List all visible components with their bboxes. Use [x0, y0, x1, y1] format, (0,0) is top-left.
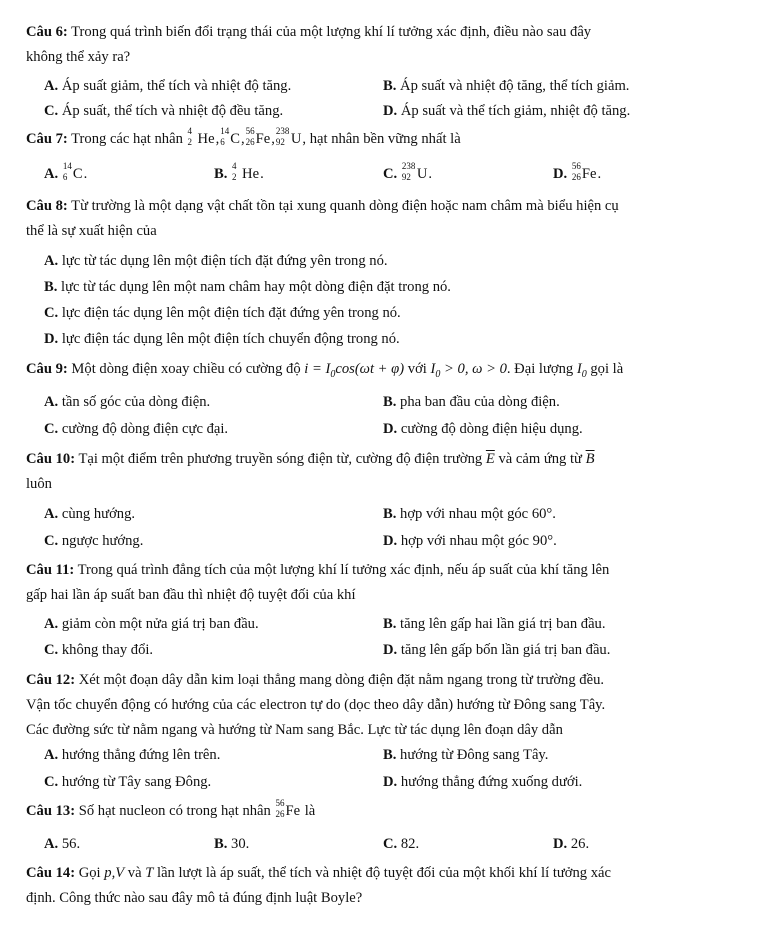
condition: $I_0 > 0$, ω > 0 — [430, 361, 507, 380]
option-d[interactable]: D. hướng thẳng đứng xuống dưới. — [383, 774, 583, 790]
question-6 — [26, 24, 738, 74]
option-b[interactable]: B. tăng lên gấp hai lần giá trị ban đầu. — [383, 616, 606, 632]
question-text: Các đường sức từ nằm ngang và hướng từ Nam sang Bắc. Lực từ tác dụng lên đoạn dây dẫn — [26, 721, 563, 738]
option-b[interactable]: B. hướng từ Đông sang Tây. — [383, 747, 549, 763]
option-d[interactable]: D. tăng lên gấp bốn lần giá trị ban đầu. — [383, 642, 611, 658]
option-d[interactable]: D. 26. — [553, 836, 590, 852]
option-c[interactable]: C. Áp suất, thể tích và nhiệt độ đều tăng. — [44, 103, 284, 119]
question-text: Trong quá trình biến đổi trạng thái của một lượng khí lí tưởng xác định, điều nào sau đây — [71, 24, 592, 40]
question-13: Câu 13: Số hạt nucleon có trong hạt nhân 56 26 Fe là — [26, 798, 316, 819]
option-b[interactable]: B. 4 2 He. — [214, 161, 264, 182]
option-a[interactable]: A. 56. — [44, 836, 81, 852]
nucleus-fe: 56 26 Fe — [275, 798, 301, 819]
question-10: Câu 10: Tại một điểm trên phương truyền sóng điện từ, cường độ điện trường $\overline{E}$ và cảm ứng từ $\overline{B}$ luôn — [26, 451, 738, 501]
vector-b: $\overline{B}$ — [585, 451, 595, 467]
question-number: Câu 11: — [26, 562, 75, 578]
question-text: thể là sự xuất hiện của — [26, 222, 157, 239]
question-14: Câu 14: Gọi p,V và T lần lượt là áp suất, thể tích và nhiệt độ tuyệt đối của một khối khí lí tưởng xác định. Công thức nào sau đây mô tả đúng định luật Boyle? — [26, 865, 738, 915]
option-a[interactable]: A. Áp suất giảm, thể tích và nhiệt độ tăng. — [44, 78, 292, 94]
option-c[interactable]: C. 238 92 U. — [383, 161, 433, 182]
option-b[interactable]: B. Áp suất và nhiệt độ tăng, thể tích giảm. — [383, 78, 630, 94]
question-11: Câu 11: Trong quá trình đẳng tích của một lượng khí lí tưởng xác định, nếu áp suất của khí tăng lên gấp hai lần áp suất ban đầu thì nhiệt độ tuyệt đối của khí — [26, 562, 738, 612]
nucleus-c: 14 6 C — [220, 126, 240, 147]
nucleus-u: 238 92 U — [275, 126, 302, 147]
option-d[interactable]: D. Áp suất và thể tích giảm, nhiệt độ tăng. — [383, 103, 631, 119]
question-number: Câu 9: — [26, 361, 68, 377]
option-b[interactable]: B. hợp với nhau một góc 60°. — [383, 506, 556, 522]
option-d[interactable]: D. lực điện tác dụng lên một điện tích chuyển động trong nó. — [44, 331, 400, 347]
question-7: Câu 7: Trong các hạt nhân 4 2 He, 14 6 C, 56 26 Fe, 238 92 U, hạt nhân bền vững nhất là — [26, 126, 461, 147]
option-a[interactable]: A. tần số góc của dòng điện. — [44, 394, 211, 410]
option-a[interactable]: A. cùng hướng. — [44, 506, 136, 522]
question-number: Câu 10: — [26, 451, 76, 467]
option-a[interactable]: A. giảm còn một nửa giá trị ban đầu. — [44, 616, 259, 632]
option-c[interactable]: C. ngược hướng. — [44, 533, 144, 549]
question-text: định. Công thức nào sau đây mô tả đúng định luật Boyle? — [26, 889, 363, 906]
option-d[interactable]: D. hợp với nhau một góc 90°. — [383, 533, 557, 549]
option-a[interactable]: A. lực từ tác dụng lên một điện tích đặt đứng yên trong nó. — [44, 253, 388, 269]
question-8 — [26, 198, 738, 248]
option-c[interactable]: C. hướng từ Tây sang Đông. — [44, 774, 212, 790]
question-text: Từ trường là một dạng vật chất tồn tại xung quanh dòng điện hoặc nam châm mà biểu hiện cụ — [71, 198, 619, 214]
question-9: Câu 9: Một dòng điện xoay chiều có cường độ $i = I_0\cos(\omega t + \varphi)$ với $I_0 > 0$, ω > 0. Đại lượng $I_0$ gọi là — [26, 361, 624, 380]
vector-e: $\overline{E}$ — [485, 451, 495, 467]
question-text: Vận tốc chuyển động có hướng của các electron tự do (dọc theo dây dẫn) hướng từ Đông sang Tây. — [26, 696, 606, 713]
question-number: Câu 8: — [26, 198, 68, 214]
question-text: luôn — [26, 475, 52, 492]
option-c[interactable]: C. 82. — [383, 836, 420, 852]
option-d[interactable]: D. cường độ dòng điện hiệu dụng. — [383, 421, 583, 437]
formula-current: $i = I_0\cos(\omega t + \varphi)$ — [304, 361, 405, 380]
nucleus-fe: 56 26 Fe — [245, 126, 271, 147]
option-b[interactable]: B. lực từ tác dụng lên một nam châm hay một dòng điện đặt trong nó. — [44, 279, 451, 295]
question-text: không thể xảy ra? — [26, 48, 131, 65]
option-a[interactable]: A. hướng thẳng đứng lên trên. — [44, 747, 221, 763]
question-text: Trong các hạt nhân — [71, 131, 183, 147]
option-c[interactable]: C. cường độ dòng điện cực đại. — [44, 421, 229, 437]
option-c[interactable]: C. lực điện tác dụng lên một điện tích đặt đứng yên trong nó. — [44, 305, 401, 321]
question-number: Câu 12: — [26, 672, 76, 688]
question-12: Câu 12: Xét một đoạn dây dẫn kim loại thẳng mang dòng điện đặt nằm ngang trong từ trường đều. Vận tốc chuyển động có hướng của các electron tự do (dọc theo dây dẫn) hướng từ Đông sang Tây. Các đường sức từ nằm ngang và hướng từ Nam sang Bắc. Lực từ tác dụng lên đoạn dây dẫn — [26, 672, 738, 746]
question-text: gấp hai lần áp suất ban đầu thì nhiệt độ tuyệt đối của khí — [26, 586, 356, 603]
option-b[interactable]: B. pha ban đầu của dòng điện. — [383, 394, 560, 410]
option-a[interactable]: A. 14 6 C. — [44, 161, 88, 182]
question-number: Câu 6: — [26, 24, 68, 40]
question-number: Câu 7: — [26, 131, 68, 147]
nucleus-he: 4 2 He — [187, 126, 215, 147]
option-c[interactable]: C. không thay đổi. — [44, 642, 154, 658]
question-number: Câu 13: — [26, 803, 76, 819]
question-number: Câu 14: — [26, 865, 76, 881]
option-d[interactable]: D. 56 26 Fe. — [553, 161, 602, 182]
option-b[interactable]: B. 30. — [214, 836, 250, 852]
